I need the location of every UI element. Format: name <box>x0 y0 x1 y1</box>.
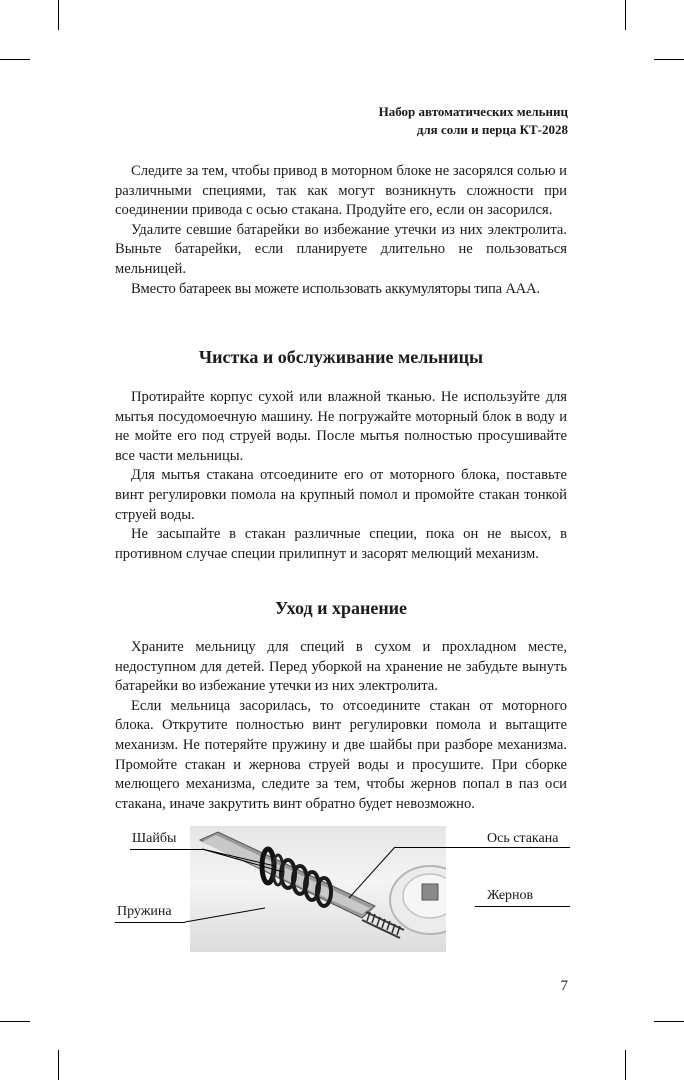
label-spring: Пружина <box>117 904 172 919</box>
intro-section <box>115 162 567 299</box>
callout-line-axis <box>395 847 570 848</box>
crop-mark <box>625 1050 626 1080</box>
cleaning-section <box>115 388 567 564</box>
header-line-1: Набор автоматических мельниц <box>378 104 568 119</box>
label-axis: Ось стакана <box>487 831 559 846</box>
mechanism-figure <box>115 826 575 956</box>
crop-mark <box>0 1021 30 1022</box>
paragraph: Храните мельницу для специй в сухом и прохладном месте, недоступном для детей. Перед уборкой на хранение не забудьте вынуть батарейки во избежание утечки из них электролита. <box>115 639 567 695</box>
care-section <box>115 638 567 814</box>
crop-mark <box>654 1021 684 1022</box>
crop-mark <box>58 1050 59 1080</box>
callout-line-millstone <box>475 906 570 907</box>
callout-line-spring <box>115 922 185 923</box>
section-title-cleaning: Чистка и обслуживание мельницы <box>198 347 484 367</box>
paragraph: Удалите севшие батарейки во избежание утечки из них электролита. Выньте батарейки, если планируете длительно не пользоваться мельницей. <box>115 221 567 277</box>
running-header <box>379 103 568 139</box>
crop-mark <box>654 59 684 60</box>
paragraph: Если мельница засорилась, то отсоедините стакан от моторного блока. Открутите полностью винт регулировки помола и вытащите механизм. Не потеряйте пружину и две шайбы при разборе механизма. Промойте стакан и жернова струей воды и просушите. При сборке мелющего механизма, следите за тем, чтобы жернов попал в паз оси стакана, иначе закрутить винт обратно будет невозможно. <box>115 697 567 812</box>
paragraph: Не засыпайте в стакан различные специи, пока он не высох, в противном случае специи прилипнут и засорят мелющий механизм. <box>115 526 567 562</box>
paragraph: Вместо батареек вы можете использовать аккумуляторы типа AAA. <box>131 280 540 297</box>
section-title-care: Уход и хранение <box>274 598 408 618</box>
paragraph: Следите за тем, чтобы привод в моторном блоке не засорялся солью и различными специями, так как могут возникнуть сложности при соединении привода с осью стакана. Продуйте его, если он засорился. <box>115 163 567 219</box>
page-number: 7 <box>560 978 568 994</box>
label-washers: Шайбы <box>132 831 177 846</box>
crop-mark <box>58 0 59 30</box>
paragraph: Для мытья стакана отсоедините его от моторного блока, поставьте винт регулировки помола на крупный помол и промойте стакан тонкой струей воды. <box>115 467 567 523</box>
label-millstone: Жернов <box>487 888 534 903</box>
header-line-2: для соли и перца КТ-2028 <box>416 122 568 137</box>
paragraph: Протирайте корпус сухой или влажной тканью. Не используйте для мытья посудомоечную машину. Не погружайте моторный блок в воду и не мойте его под струей воды. После мытья полностью просушивайте все части мельницы. <box>115 389 567 464</box>
crop-mark <box>0 59 30 60</box>
crop-mark <box>625 0 626 30</box>
